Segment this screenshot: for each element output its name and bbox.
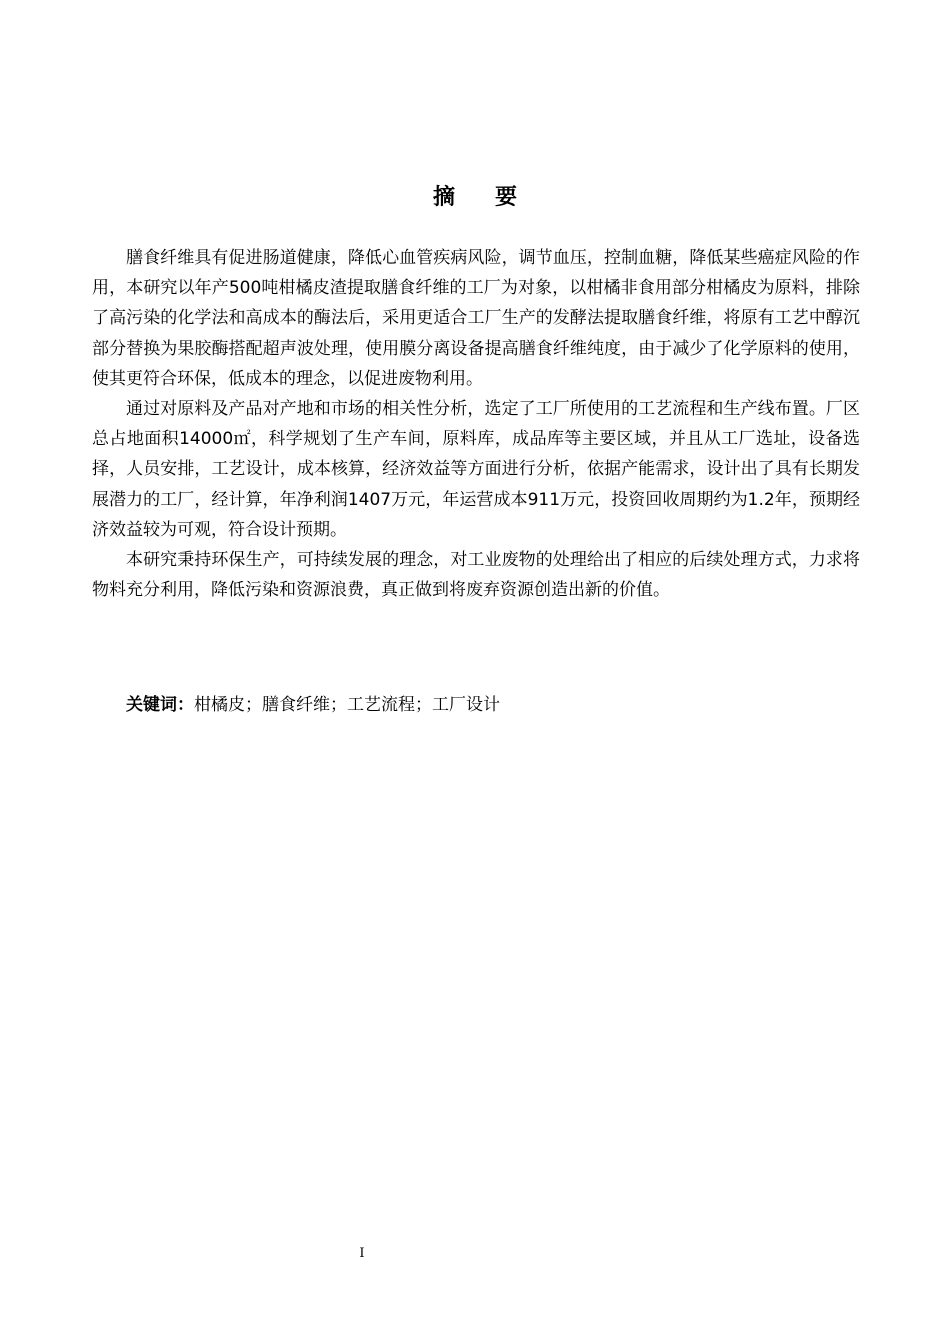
abstract-title-char-1: 摘 [432, 185, 455, 210]
abstract-paragraph-3: 本研究秉持环保生产，可持续发展的理念，对工业废物的处理给出了相应的后续处理方式，力求将物料充分利用，降低污染和资源浪费，真正做到将废弃资源创造出新的价值。 [92, 550, 860, 601]
keywords-label: 关键词： [126, 695, 194, 715]
abstract-paragraph-2: 通过对原料及产品对产地和市场的相关性分析，选定了工厂所使用的工艺流程和生产线布置。厂区总占地面积14000㎡，科学规划了生产车间，原料库，成品库等主要区域，并且从工厂选址，设备选择，人员安排，工艺设计，成本核算，经济效益等方面进行分析，依据产能需求，设计出了具有长期发展潜力的工厂，经计算，年净利润1407万元，年运营成本911万元，投资回收周期约为1.2年，预期经济效益较为可观，符合设计预期。 [92, 399, 860, 540]
abstract-title-char-2: 要 [495, 185, 518, 210]
keywords-list: 柑橘皮；膳食纤维；工艺流程；工厂设计 [194, 695, 500, 715]
keywords-line [126, 690, 500, 720]
page-number: I [359, 1246, 365, 1261]
abstract-paragraph-1: 膳食纤维具有促进肠道健康，降低心血管疾病风险，调节血压，控制血糖，降低某些癌症风险的作用，本研究以年产500吨柑橘皮渣提取膳食纤维的工厂为对象，以柑橘非食用部分柑橘皮为原料，排除了高污染的化学法和高成本的酶法后，采用更适合工厂生产的发酵法提取膳食纤维，将原有工艺中醇沉部分替换为果胶酶搭配超声波处理，使用膜分离设备提高膳食纤维纯度，由于减少了化学原料的使用，使其更符合环保，低成本的理念，以促进废物利用。 [92, 248, 860, 389]
abstract-title [0, 180, 950, 211]
abstract-body [92, 243, 860, 605]
